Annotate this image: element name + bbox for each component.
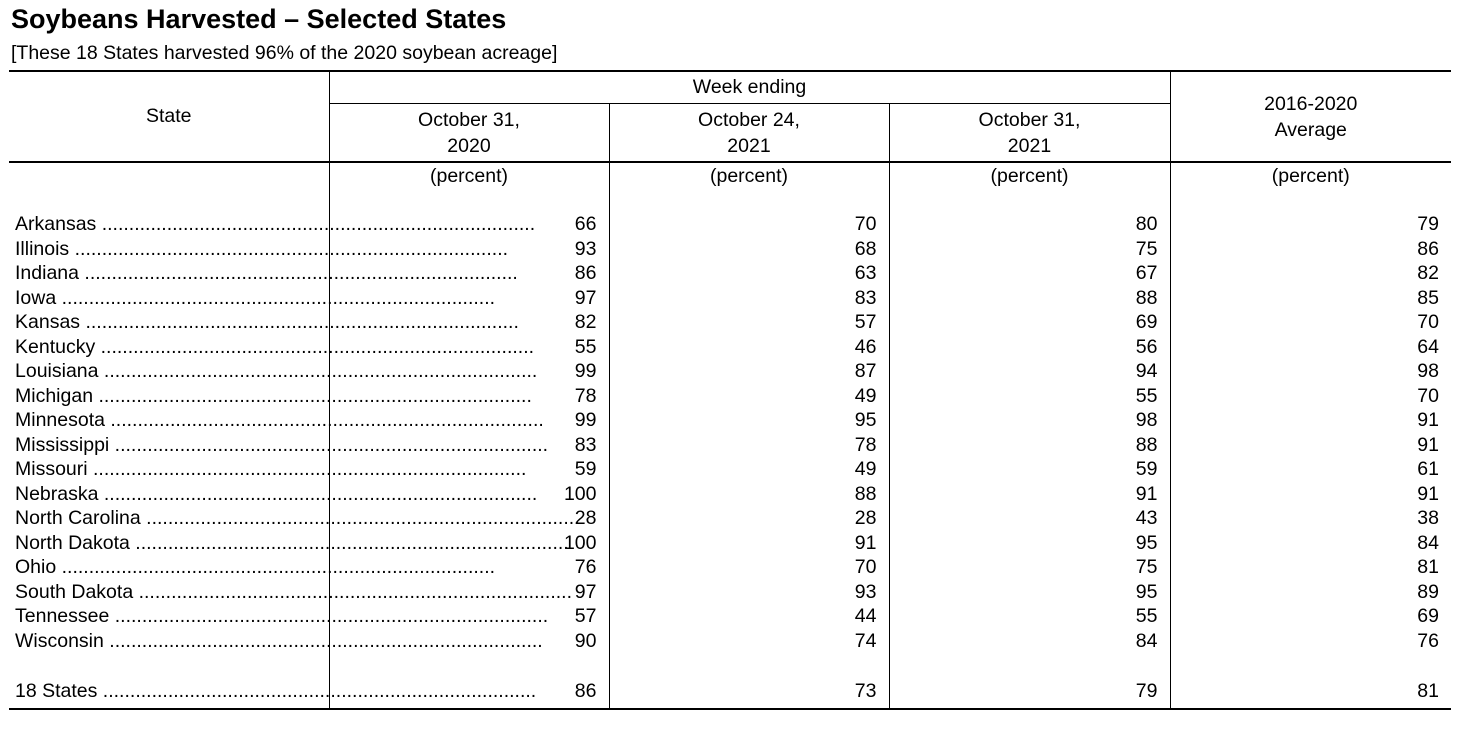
value-cell: 91: [1170, 482, 1451, 507]
state-name: North Dakota: [15, 531, 130, 554]
value-cell: 63: [609, 261, 889, 286]
average-header-line2: Average: [1274, 118, 1347, 141]
value-cell: 91: [1170, 408, 1451, 433]
spacer-row: [9, 653, 1451, 679]
week-ending-header: Week ending: [329, 71, 1170, 104]
page-subtitle: [These 18 States harvested 96% of the 2020 soybean acreage]: [11, 42, 558, 64]
spacer-cell: [889, 653, 1170, 679]
value-cell: 61: [1170, 457, 1451, 482]
value-cell: 76: [329, 555, 609, 580]
state-name: Illinois: [15, 237, 70, 260]
leader-dots: ................................................................................: [129, 531, 569, 554]
value-cell: 84: [889, 629, 1170, 654]
state-name: North Carolina: [15, 507, 141, 529]
leader-dots: ................................................................................: [140, 507, 580, 529]
state-name-cell: [9, 629, 543, 654]
state-name-cell: [9, 286, 496, 311]
value-cell: 95: [889, 580, 1170, 605]
table-row: [9, 237, 1451, 262]
state-name: Tennessee: [15, 605, 110, 627]
value-cell: 70: [609, 555, 889, 580]
spacer-cell: [329, 653, 609, 679]
column-header-line2: 2020: [447, 134, 491, 157]
state-name-cell: [9, 679, 537, 709]
table-row: [9, 212, 1451, 237]
value-cell: 97: [329, 286, 609, 311]
value-cell: 83: [609, 286, 889, 311]
value-cell: 49: [609, 457, 889, 482]
column-header-oct24-2021: [609, 104, 889, 163]
table-row: [9, 506, 1451, 531]
value-cell: 86: [1170, 237, 1451, 262]
state-name-cell: [9, 359, 538, 384]
value-cell: 75: [889, 555, 1170, 580]
value-cell: 86: [329, 261, 609, 286]
leader-dots: ................................................................................: [109, 433, 549, 456]
state-name-cell: [9, 408, 544, 433]
value-cell: 44: [609, 604, 889, 629]
table-row: [9, 555, 1451, 580]
value-cell: 74: [609, 629, 889, 654]
unit-label: (percent): [889, 162, 1170, 212]
value-cell: 100: [329, 531, 609, 556]
value-cell: 87: [609, 359, 889, 384]
value-cell: 83: [329, 433, 609, 458]
value-cell: 49: [609, 384, 889, 409]
value-cell: 97: [329, 580, 609, 605]
leader-dots: ................................................................................: [109, 605, 549, 627]
table-row: [9, 286, 1451, 311]
value-cell: 99: [329, 359, 609, 384]
value-cell: 81: [1170, 679, 1451, 709]
state-name: Louisiana: [15, 360, 99, 382]
value-cell: 55: [329, 335, 609, 360]
average-header: [1170, 71, 1451, 162]
value-cell: 90: [329, 629, 609, 654]
value-cell: 91: [1170, 433, 1451, 458]
spacer-cell: [1170, 653, 1451, 679]
state-name: Indiana: [15, 262, 79, 284]
column-header-line2: 2021: [1007, 134, 1052, 157]
value-cell: 91: [889, 482, 1170, 507]
table-row: [9, 457, 1451, 482]
value-cell: 78: [329, 384, 609, 409]
value-cell: 55: [889, 604, 1170, 629]
value-cell: 89: [1170, 580, 1451, 605]
state-name: Wisconsin: [15, 629, 104, 652]
column-header-line1: October 31,: [978, 108, 1081, 131]
table-row: [9, 359, 1451, 384]
state-name: Iowa: [15, 286, 57, 309]
value-cell: 100: [329, 482, 609, 507]
state-name-cell: [9, 237, 509, 262]
leader-dots: ................................................................................: [104, 409, 544, 431]
column-header-line1: October 31,: [418, 108, 520, 131]
state-name: Mississippi: [15, 433, 110, 456]
leader-dots: ................................................................................: [96, 213, 536, 235]
value-cell: 38: [1170, 506, 1451, 531]
column-header-line2: 2021: [727, 134, 771, 157]
leader-dots: ................................................................................: [56, 286, 496, 309]
value-cell: 79: [1170, 212, 1451, 237]
leader-dots: ................................................................................: [98, 360, 538, 382]
leader-dots: ................................................................................: [103, 629, 543, 652]
table-row: [9, 629, 1451, 654]
unit-label: (percent): [1170, 162, 1451, 212]
table-row: [9, 310, 1451, 335]
unit-cell-empty: [9, 162, 329, 212]
state-name: 18 States: [15, 680, 98, 702]
state-name-cell: [9, 604, 549, 629]
value-cell: 88: [889, 286, 1170, 311]
unit-row: [9, 162, 1451, 212]
value-cell: 78: [609, 433, 889, 458]
value-cell: 98: [889, 408, 1170, 433]
state-header: State: [9, 71, 329, 162]
value-cell: 98: [1170, 359, 1451, 384]
value-cell: 95: [889, 531, 1170, 556]
harvest-table: [9, 70, 1451, 710]
value-cell: 70: [1170, 310, 1451, 335]
state-name: Missouri: [15, 458, 88, 480]
value-cell: 94: [889, 359, 1170, 384]
table-row: [9, 433, 1451, 458]
state-name: Arkansas: [15, 213, 97, 235]
state-name-cell: [9, 261, 518, 286]
value-cell: 99: [329, 408, 609, 433]
leader-dots: ................................................................................: [133, 580, 573, 603]
value-cell: 57: [609, 310, 889, 335]
value-cell: 46: [609, 335, 889, 360]
value-cell: 95: [609, 408, 889, 433]
column-header-oct31-2020: [329, 104, 609, 163]
value-cell: 66: [329, 212, 609, 237]
state-name-cell: [9, 457, 527, 482]
table-row: [9, 604, 1451, 629]
state-name-cell: [9, 506, 580, 531]
value-cell: 75: [889, 237, 1170, 262]
spacer-cell: [9, 653, 329, 679]
leader-dots: ................................................................................: [97, 680, 537, 702]
state-name: South Dakota: [15, 580, 134, 603]
value-cell: 86: [329, 679, 609, 709]
value-cell: 85: [1170, 286, 1451, 311]
state-name-cell: [9, 580, 573, 605]
leader-dots: ................................................................................: [93, 384, 532, 407]
state-name-cell: [9, 384, 532, 409]
state-name-cell: [9, 212, 536, 237]
table-row: [9, 335, 1451, 360]
average-header-line1: 2016-2020: [1264, 92, 1358, 115]
leader-dots: ................................................................................: [87, 458, 527, 480]
table-body: [9, 162, 1451, 709]
column-header-oct31-2021: [889, 104, 1170, 163]
value-cell: 57: [329, 604, 609, 629]
value-cell: 69: [1170, 604, 1451, 629]
state-name: Kentucky: [15, 335, 96, 358]
value-cell: 79: [889, 679, 1170, 709]
value-cell: 84: [1170, 531, 1451, 556]
state-name: Michigan: [15, 384, 94, 407]
value-cell: 82: [1170, 261, 1451, 286]
value-cell: 88: [889, 433, 1170, 458]
value-cell: 93: [329, 237, 609, 262]
state-name-cell: [9, 555, 496, 580]
state-name-cell: [9, 531, 569, 556]
column-header-line1: October 24,: [698, 108, 800, 131]
leader-dots: ................................................................................: [78, 262, 518, 284]
value-cell: 82: [329, 310, 609, 335]
value-cell: 93: [609, 580, 889, 605]
table-row: [9, 482, 1451, 507]
state-name-cell: [9, 310, 519, 335]
value-cell: 64: [1170, 335, 1451, 360]
value-cell: 70: [1170, 384, 1451, 409]
value-cell: 69: [889, 310, 1170, 335]
table-row: [9, 531, 1451, 556]
table-row: [9, 261, 1451, 286]
state-name-cell: [9, 335, 535, 360]
leader-dots: ................................................................................: [69, 237, 509, 260]
value-cell: 56: [889, 335, 1170, 360]
leader-dots: ................................................................................: [95, 335, 535, 358]
state-name: Nebraska: [15, 482, 99, 505]
value-cell: 81: [1170, 555, 1451, 580]
value-cell: 80: [889, 212, 1170, 237]
leader-dots: ................................................................................: [80, 311, 519, 333]
total-row: [9, 679, 1451, 709]
value-cell: 59: [889, 457, 1170, 482]
value-cell: 76: [1170, 629, 1451, 654]
unit-label: (percent): [329, 162, 609, 212]
value-cell: 88: [609, 482, 889, 507]
spacer-cell: [609, 653, 889, 679]
value-cell: 43: [889, 506, 1170, 531]
value-cell: 68: [609, 237, 889, 262]
table-row: [9, 580, 1451, 605]
state-name: Minnesota: [15, 409, 105, 431]
state-name: Kansas: [15, 311, 81, 333]
value-cell: 70: [609, 212, 889, 237]
leader-dots: ................................................................................: [98, 482, 538, 505]
value-cell: 55: [889, 384, 1170, 409]
table-row: [9, 408, 1451, 433]
leader-dots: ................................................................................: [56, 556, 496, 578]
state-name: Ohio: [15, 556, 57, 578]
page-title: Soybeans Harvested – Selected States: [11, 4, 507, 34]
unit-label: (percent): [609, 162, 889, 212]
table-row: [9, 384, 1451, 409]
value-cell: 91: [609, 531, 889, 556]
value-cell: 28: [609, 506, 889, 531]
state-name-cell: [9, 433, 549, 458]
value-cell: 67: [889, 261, 1170, 286]
value-cell: 59: [329, 457, 609, 482]
state-name-cell: [9, 482, 538, 507]
value-cell: 73: [609, 679, 889, 709]
value-cell: 28: [329, 506, 609, 531]
